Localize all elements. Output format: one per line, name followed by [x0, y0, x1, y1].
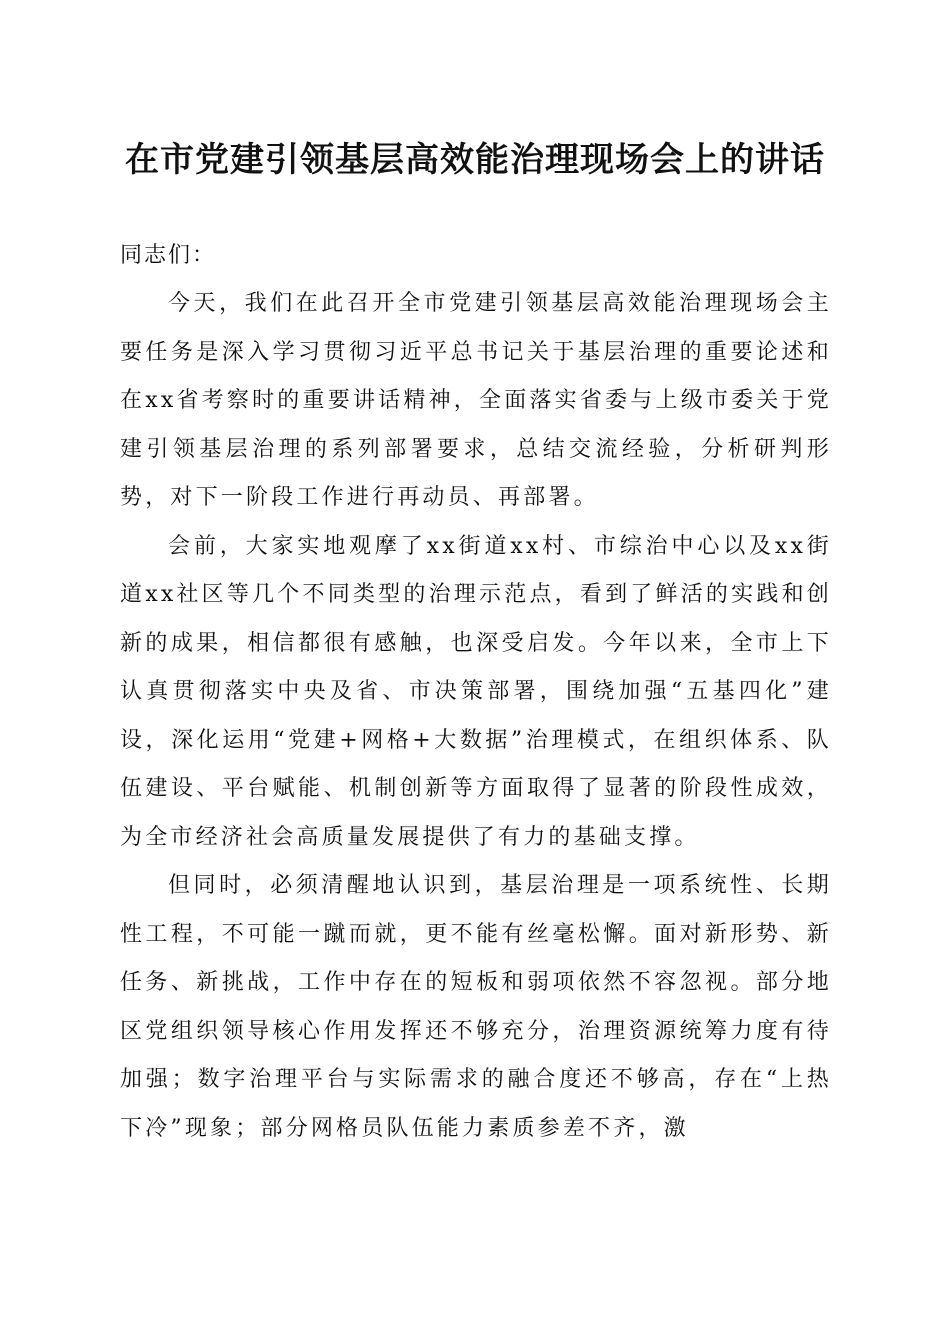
salutation: 同志们：	[120, 243, 217, 268]
document-title: 在市党建引领基层高效能治理现场会上的讲话	[125, 140, 825, 180]
paragraph-2: 会前，大家实地观摩了xx街道xx村、市综治中心以及xx街道xx社区等几个不同类型的治理示范点，看到了鲜活的实践和创新的成果，相信都很有感触，也深受启发。今年以来，全市上下认真贯彻落实中央及省、市决策部署，围绕加强“五基四化”建设，深化运用“党建+网格+大数据”治理模式，在组织体系、队伍建设、平台赋能、机制创新等方面取得了显著的阶段性成效，为全市经济社会高质量发展提供了有力的基础支撑。	[120, 533, 832, 850]
document-body	[120, 280, 832, 1153]
paragraph-3: 但同时，必须清醒地认识到，基层治理是一项系统性、长期性工程，不可能一蹴而就，更不能有丝毫松懈。面对新形势、新任务、新挑战，工作中存在的短板和弱项依然不容忽视。部分地区党组织领导核心作用发挥还不够充分，治理资源统筹力度有待加强；数字治理平台与实际需求的融合度还不够高，存在“上热下冷”现象；部分网格员队伍能力素质参差不齐，激	[120, 873, 832, 1141]
paragraph-1: 今天，我们在此召开全市党建引领基层高效能治理现场会主要任务是深入学习贯彻习近平总书记关于基层治理的重要论述和在xx省考察时的重要讲话精神，全面落实省委与上级市委关于党建引领基层治理的系列部署要求，总结交流经验，分析研判形势，对下一阶段工作进行再动员、再部署。	[120, 291, 832, 510]
